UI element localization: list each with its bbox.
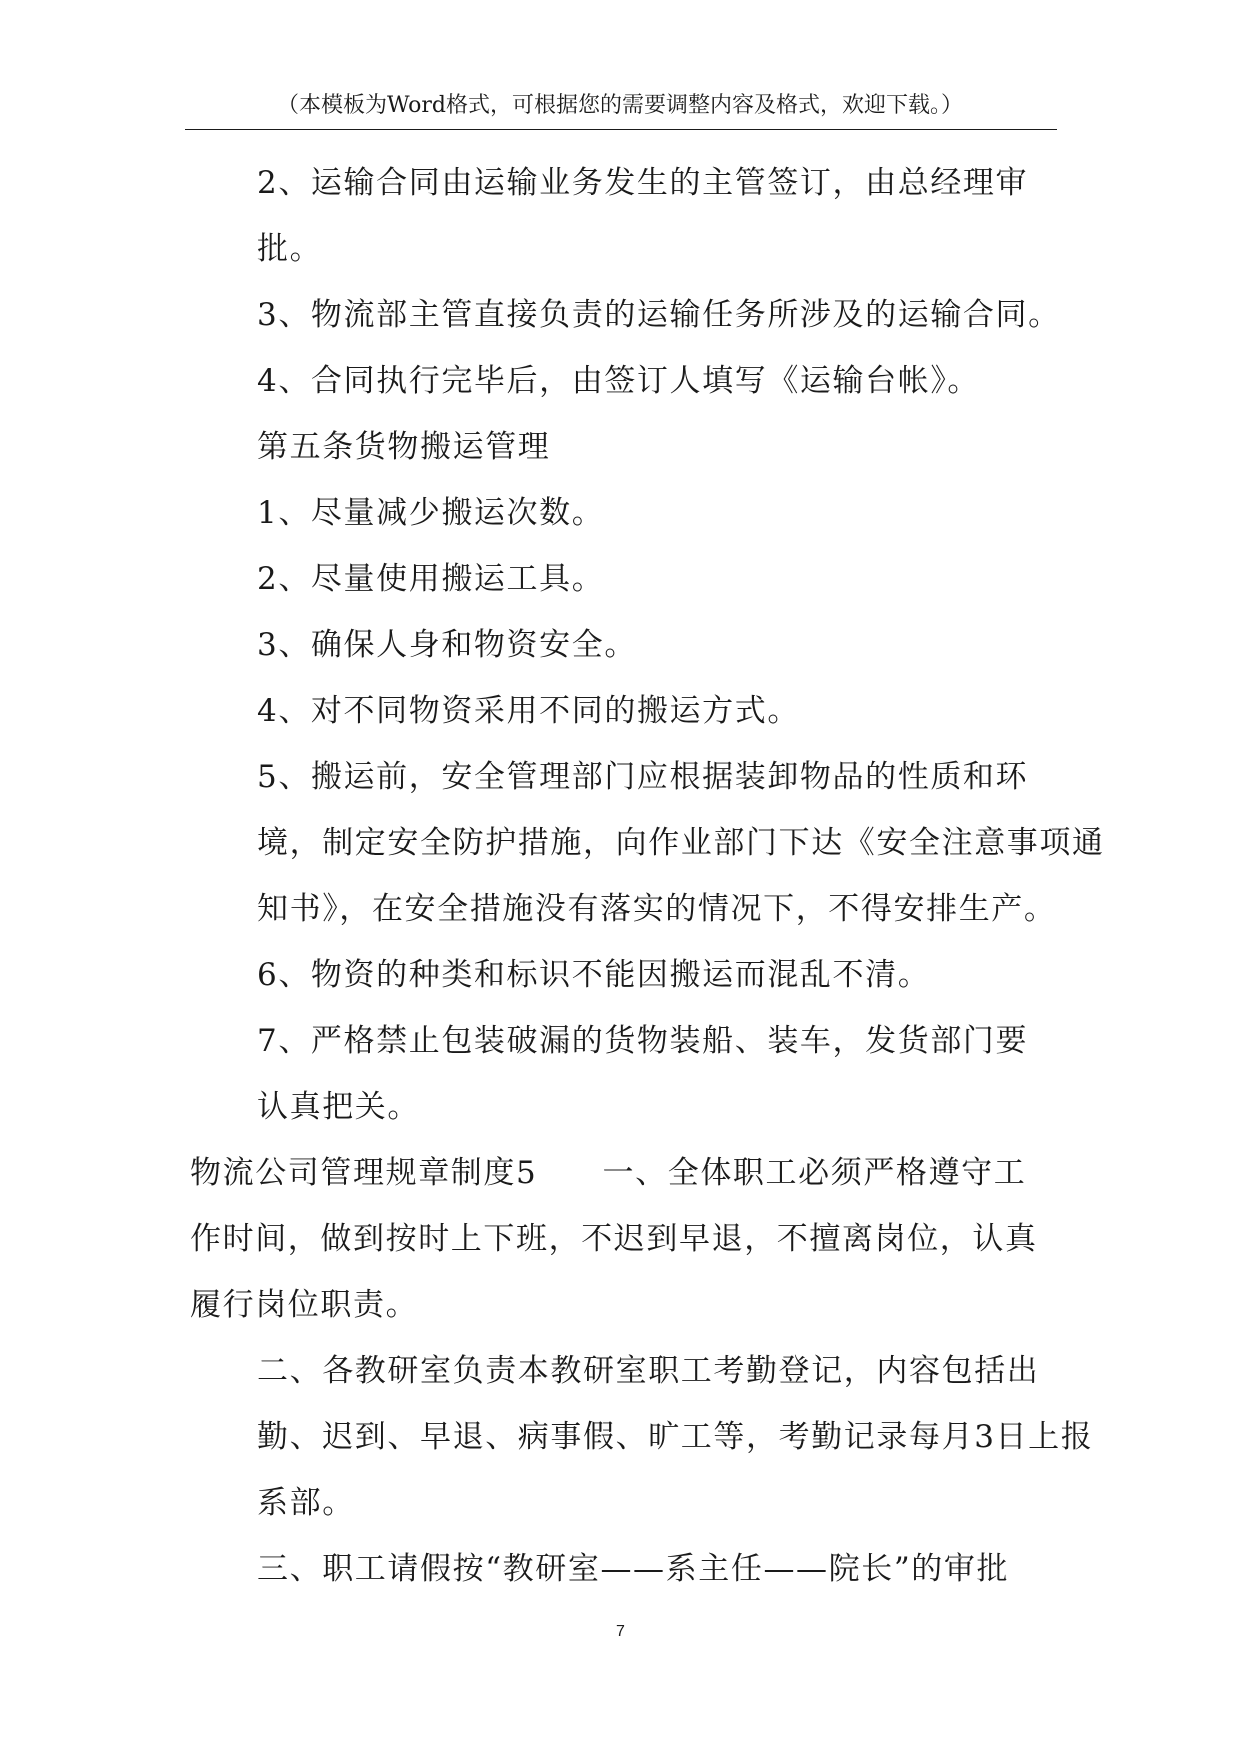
paragraph-line: 物流公司管理规章制度5 一、全体职工必须严格遵守工 xyxy=(190,1155,1027,1191)
paragraph-line: 作时间，做到按时上下班，不迟到早退，不擅离岗位，认真 xyxy=(190,1221,1038,1257)
paragraph xyxy=(190,282,1070,348)
paragraph xyxy=(190,612,1070,678)
paragraph xyxy=(190,150,1070,282)
paragraph-line: 6、物资的种类和标识不能因搬运而混乱不清。 xyxy=(257,957,931,993)
paragraph-line: 3、物流部主管直接负责的运输任务所涉及的运输合同。 xyxy=(257,297,1061,333)
paragraph-line: 2、尽量使用搬运工具。 xyxy=(257,561,605,597)
paragraph-line: 批。 xyxy=(257,231,323,267)
paragraph xyxy=(190,1008,1070,1140)
paragraph-line: 三、职工请假按“教研室——系主任——院长”的审批 xyxy=(257,1551,1010,1587)
paragraph xyxy=(190,546,1070,612)
paragraph-line: 二、各教研室负责本教研室职工考勤登记，内容包括出 xyxy=(257,1353,1040,1389)
paragraph xyxy=(190,1536,1070,1602)
paragraph-line: 境，制定安全防护措施，向作业部门下达《安全注意事项通 xyxy=(257,825,1105,861)
paragraph xyxy=(190,744,1105,942)
paragraph-line: 7、严格禁止包装破漏的货物装船、装车，发货部门要 xyxy=(257,1023,1029,1059)
paragraph xyxy=(190,1140,1070,1338)
paragraph-line: 认真把关。 xyxy=(257,1089,420,1125)
paragraph-line: 第五条货物搬运管理 xyxy=(257,429,551,465)
paragraph-line: 5、搬运前，安全管理部门应根据装卸物品的性质和环 xyxy=(257,759,1029,795)
paragraph-line: 系部。 xyxy=(257,1485,355,1521)
paragraph xyxy=(190,480,1070,546)
paragraph-line: 3、确保人身和物资安全。 xyxy=(257,627,637,663)
paragraph-line: 知书》，在安全措施没有落实的情况下，不得安排生产。 xyxy=(257,891,1057,927)
paragraph-line: 1、尽量减少搬运次数。 xyxy=(257,495,605,531)
paragraph xyxy=(190,348,1070,414)
template-header-note: （本模板为Word格式，可根据您的需要调整内容及格式，欢迎下载。） xyxy=(277,93,963,118)
paragraph-line: 4、合同执行完毕后，由签订人填写《运输台帐》。 xyxy=(257,363,981,399)
paragraph xyxy=(190,1338,1094,1536)
paragraph-line: 4、对不同物资采用不同的搬运方式。 xyxy=(257,693,800,729)
paragraph-line: 履行岗位职责。 xyxy=(190,1287,419,1323)
header-divider xyxy=(185,129,1057,130)
paragraph xyxy=(190,414,1070,480)
paragraph-line: 2、运输合同由运输业务发生的主管签订，由总经理审 xyxy=(257,165,1029,201)
paragraph xyxy=(190,678,1070,744)
page-number: 7 xyxy=(616,1623,625,1640)
document-body xyxy=(190,150,1105,1602)
paragraph-line: 勤、迟到、早退、病事假、旷工等，考勤记录每月3日上报 xyxy=(257,1419,1094,1455)
paragraph xyxy=(190,942,1070,1008)
